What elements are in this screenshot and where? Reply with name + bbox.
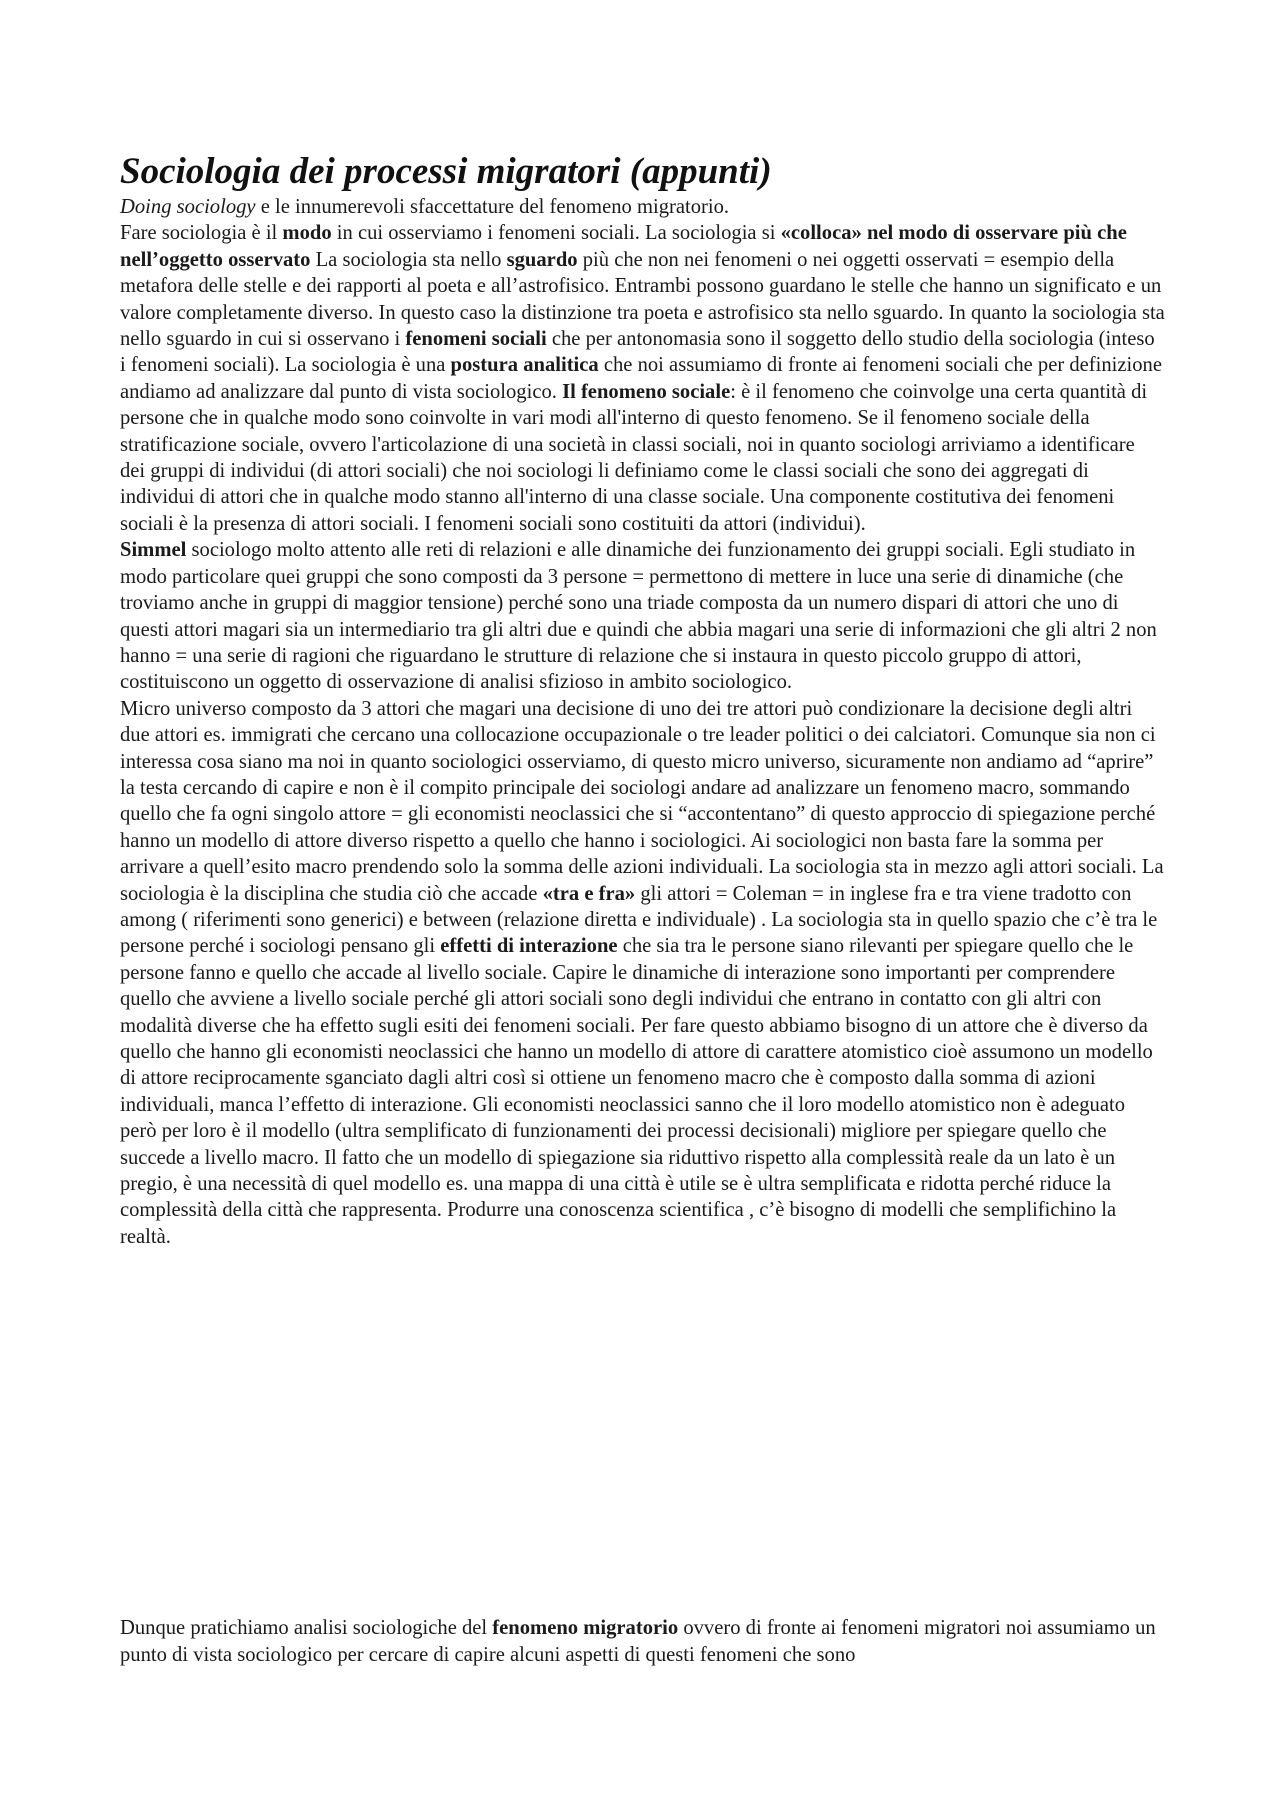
paragraph-2 bbox=[120, 537, 1165, 695]
paragraph-4 bbox=[120, 1615, 1165, 1669]
subtitle-rest: e le innumerevoli sfaccettature del fenomeno migratorio. bbox=[255, 196, 730, 218]
bold-term: modo bbox=[282, 222, 332, 245]
bold-term: fenomeno migratorio bbox=[492, 1617, 679, 1639]
text-run: più che non nei fenomeni o nei oggetti osservati = esempio della metafora delle stelle e dei rapporti al poeta e all’astrofisico. Entrambi possono guardano le stelle che hanno un significato e un valore completamente diverso. In questo caso la distinzione tra poeta e astrofisico sta nello sguardo. In quanto la sociologia sta nello sguardo in cui si osservano i bbox=[120, 248, 1165, 351]
subtitle-italic: Doing sociology bbox=[120, 196, 256, 218]
document-body-continued bbox=[120, 1615, 1165, 1669]
document-body bbox=[120, 150, 1165, 1250]
text-run: gli attori = Coleman = in inglese fra e tra viene tradotto con among ( riferimenti sono generici) e between (relazione diretta e individuale) . La sociologia sta in quello spazio che c’è tra le persone perché i sociologi pensano gli bbox=[120, 882, 1158, 958]
bold-term: effetti di interazione bbox=[440, 935, 618, 958]
bold-term: Il fenomeno sociale bbox=[562, 380, 731, 403]
text-run: La sociologia sta nello bbox=[310, 248, 507, 271]
document-title: Sociologia dei processi migratori (appunti) bbox=[120, 151, 772, 192]
text-run: in cui osserviamo i fenomeni sociali. La sociologia si bbox=[331, 222, 781, 245]
text-run: : è il fenomeno che coinvolge una certa quantità di persone che in qualche modo sono coinvolte in vari modi all'interno di questo fenomeno. Se il fenomeno sociale della stratificazione sociale, ovvero l'articolazione di una società in classi sociali, noi in quanto sociologi arriviamo a identificare dei gruppi di individui (di attori sociali) che noi sociologi li definiamo come le classi sociali che sono dei aggregati di individui di attori che in qualche modo stanno all'interno di una classe sociale. Una componente costitutiva dei fenomeni sociali è la presenza di attori sociali. I fenomeni sociali sono costituiti da attori (individui). bbox=[120, 380, 1148, 535]
text-run: Micro universo composto da 3 attori che magari una decisione di uno dei tre attori può condizionare la decisione degli altri due attori es. immigrati che cercano una collocazione occupazionale o tre leader politici o dei calciatori. Comunque sia non ci interessa cosa siano ma noi in quanto sociologici osserviamo, di questo micro universo, sicuramente non andiamo ad “aprire” la testa cercando di capire e non è il compito principale dei sociologi andare ad analizzare un fenomeno macro, sommando quello che fa ogni singolo attore = gli economisti neoclassici che si “accontentano” di questo approccio di spiegazione perché hanno un modello di attore diverso rispetto a quello che hanno i sociologici. Ai sociologici non basta fare la somma per arrivare a quell’esito macro prendendo solo la somma delle azioni individuali. La sociologia sta in mezzo agli attori sociali. La sociologia è la disciplina che studia ciò che accade bbox=[120, 697, 1164, 905]
bold-term: sguardo bbox=[506, 248, 578, 271]
text-run: ovvero di fronte ai fenomeni migratori noi assumiamo un punto di vista sociologico per cercare di capire alcuni aspetti di questi fenomeni che sono bbox=[120, 1617, 1156, 1666]
text-run: Dunque pratichiamo analisi sociologiche del bbox=[120, 1617, 493, 1639]
paragraph-3 bbox=[120, 696, 1165, 1251]
text-run: che sia tra le persone siano rilevanti per spiegare quello che le persone fanno e quello che accade al livello sociale. Capire le dinamiche di interazione sono importanti per comprendere quello che avviene a livello sociale perché gli attori sociali sono degli individui che entrano in contatto con gli altri con modalità diverse che ha effetto sugli esiti dei fenomeni sociali. Per fare questo abbiamo bisogno di un attore che è diverso da quello che hanno gli economisti neoclassici che hanno un modello di attore di carattere atomistico cioè assumono un modello di attore reciprocamente sganciato dagli altri così si ottiene un fenomeno macro che è composto dalla somma di azioni individuali, manca l’effetto di interazione. Gli economisti neoclassici sanno che il loro modello atomistico non è adeguato però per loro è il modello (ultra semplificato di funzionamenti dei processi decisionali) migliore per spiegare quello che succede a livello macro. Il fatto che un modello di spiegazione sia riduttivo rispetto alla complessità reale da un lato è un pregio, è una necessità di quel modello es. una mappa di una città è utile se è ultra semplificata e ridotta perché riduce la complessità della città che rappresenta. Produrre una conoscenza scientifica , c’è bisogno di modelli che semplifichino la realtà. bbox=[120, 935, 1153, 1248]
bold-term: «colloca» nel modo di osservare più che nell’oggetto osservato bbox=[120, 222, 1127, 271]
subtitle-line bbox=[120, 194, 1165, 220]
text-run: Fare sociologia è il bbox=[120, 222, 283, 245]
bold-term: postura analitica bbox=[450, 354, 599, 377]
text-run: sociologo molto attento alle reti di relazioni e alle dinamiche dei funzionamento dei gruppi sociali. Egli studiato in modo particolare quei gruppi che sono composti da 3 persone = permettono di mettere in luce una serie di dinamiche (che troviamo anche in gruppi di maggior tensione) perché sono una triade composta da un numero dispari di attori che uno di questi attori magari sia un intermediario tra gli altri due e quindi che abbia magari una serie di informazioni che gli altri 2 non hanno = una serie di ragioni che riguardano le strutture di relazione che si instaura in questo piccolo gruppo di attori, costituiscono un oggetto di osservazione di analisi sfizioso in ambito sociologico. bbox=[120, 539, 1157, 694]
text-run: che noi assumiamo di fronte ai fenomeni sociali che per definizione andiamo ad analizzare dal punto di vista sociologico. bbox=[120, 354, 1162, 403]
bold-term: «tra e fra» bbox=[542, 882, 636, 905]
text-run: che per antonomasia sono il soggetto dello studio della sociologia (inteso i fenomeni sociali). La sociologia è una bbox=[120, 328, 1155, 377]
paragraph-1 bbox=[120, 220, 1165, 537]
bold-term: Simmel bbox=[120, 539, 187, 562]
bold-term: fenomeni sociali bbox=[405, 328, 547, 351]
